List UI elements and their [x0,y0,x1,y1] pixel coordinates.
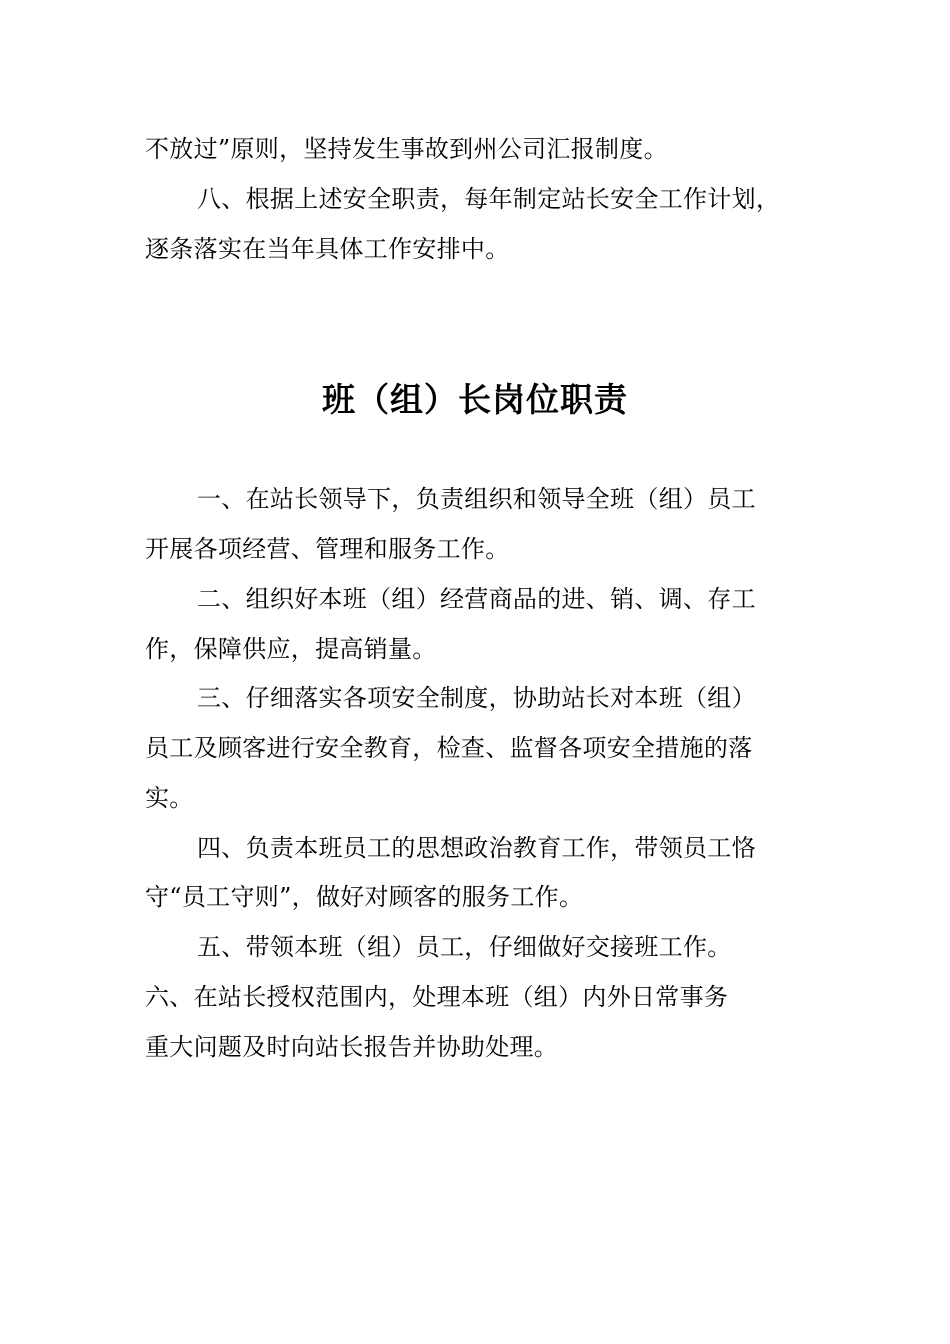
paragraph-line: 三、仔细落实各项安全制度，协助站长对本班（组） [197,684,756,712]
paragraph-line: 作，保障供应，提高销量。 [145,635,437,663]
paragraph-line: 五、带领本班（组）员工，仔细做好交接班工作。 [197,933,732,961]
paragraph-line: 逐条落实在当年具体工作安排中。 [145,235,510,263]
paragraph-line: 一、在站长领导下，负责组织和领导全班（组）员工 [197,485,756,513]
paragraph-line: 六、在站长授权范围内，处理本班（组）内外日常事务 [145,983,729,1011]
paragraph-line: 四、负责本班员工的思想政治教育工作，带领员工恪 [197,834,756,862]
paragraph-line: 守“员工守则”，做好对顾客的服务工作。 [145,883,584,911]
paragraph-line: 八、根据上述安全职责，每年制定站长安全工作计划， [197,185,781,213]
section-title: 班（组）长岗位职责 [322,380,628,419]
paragraph-line: 不放过”原则，坚持发生事故到州公司汇报制度。 [145,135,668,163]
paragraph-line: 员工及顾客进行安全教育，检查、监督各项安全措施的落 [145,734,753,762]
paragraph-line: 二、组织好本班（组）经营商品的进、销、调、存工 [197,585,756,613]
paragraph-line: 实。 [145,784,194,812]
paragraph-line: 重大问题及时向站长报告并协助处理。 [145,1033,559,1061]
paragraph-line: 开展各项经营、管理和服务工作。 [145,535,510,563]
